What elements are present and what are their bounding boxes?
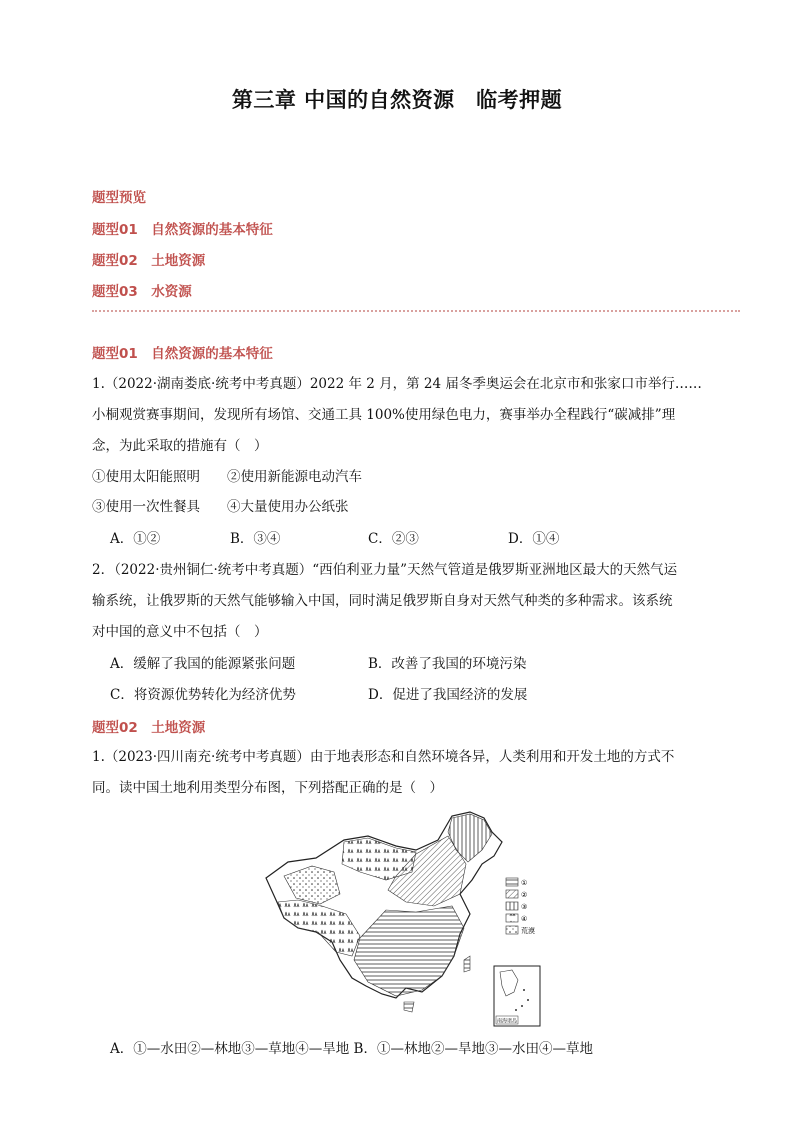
- q1-line-2: 小桐观赏赛事期间，发现所有场馆、交通工具 100%使用绿色电力，赛事举办全程践行“碳减排”理: [92, 407, 676, 423]
- q1-option-d[interactable]: D．①④: [508, 531, 560, 547]
- south-china-sea-inset: [494, 966, 540, 1026]
- q1-option-b[interactable]: B．③④: [230, 531, 281, 547]
- q2-line-3: 对中国的意义中不包括（ ）: [92, 624, 268, 640]
- q1-option-c[interactable]: C．②③: [368, 531, 419, 547]
- legend-label-2: ②: [521, 891, 528, 899]
- overview-item-2[interactable]: 题型02 土地资源: [92, 253, 206, 269]
- china-land-use-map: [256, 810, 548, 1028]
- q1-statement-2: ③使用一次性餐具 ④大量使用办公纸张: [92, 499, 349, 515]
- q2-line-2: 输系统，让俄罗斯的天然气能够输入中国，同时满足俄罗斯自身对天然气种类的多种需求。该系统: [92, 593, 673, 609]
- q1-line-3: 念，为此采取的措施有（ ）: [92, 438, 268, 454]
- q2-line-1: 2．（2022·贵州铜仁·统考中考真题）“西伯利亚力量”天然气管道是俄罗斯亚洲地区最大的天然气运: [92, 562, 678, 578]
- section1-heading: 题型01 自然资源的基本特征: [92, 346, 273, 362]
- section2-heading: 题型02 土地资源: [92, 720, 206, 736]
- overview-item-1[interactable]: 题型01 自然资源的基本特征: [92, 222, 273, 238]
- q3-line-2: 同。读中国土地利用类型分布图，下列搭配正确的是（ ）: [92, 780, 443, 796]
- q2-option-a[interactable]: A．缓解了我国的能源紧张问题: [110, 656, 296, 672]
- q1-line-1: 1.（2022·湖南娄底·统考中考真题）2022 年 2 月，第 24 届冬季奥运会在北京市和张家口市举行……: [92, 376, 702, 392]
- legend-label-4: ④: [521, 915, 528, 923]
- q2-option-c[interactable]: C．将资源优势转化为经济优势: [110, 687, 296, 703]
- q3-line-1: 1.（2023·四川南充·统考中考真题）由于地表形态和自然环境各异，人类利用和开发土地的方式不: [92, 749, 675, 765]
- legend-label-desert: 荒漠: [521, 927, 535, 935]
- inset-label: 南海诸岛: [497, 1018, 518, 1025]
- q3-options: A．①—水田②—林地③—草地④—旱地 B．①—林地②—旱地③—水田④—草地: [110, 1041, 593, 1057]
- legend-label-1: ①: [521, 879, 528, 887]
- q1-option-a[interactable]: A．①②: [110, 531, 161, 547]
- overview-item-3[interactable]: 题型03 水资源: [92, 284, 192, 300]
- dotted-divider: [92, 310, 740, 312]
- q2-option-d[interactable]: D．促进了我国经济的发展: [368, 687, 528, 703]
- map-legend: [506, 878, 535, 935]
- overview-heading: 题型预览: [92, 190, 146, 206]
- page-title: 第三章 中国的自然资源 临考押题: [231, 88, 563, 112]
- legend-label-3: ③: [521, 903, 528, 911]
- q1-statement-1: ①使用太阳能照明 ②使用新能源电动汽车: [92, 469, 362, 485]
- q2-option-b[interactable]: B．改善了我国的环境污染: [368, 656, 527, 672]
